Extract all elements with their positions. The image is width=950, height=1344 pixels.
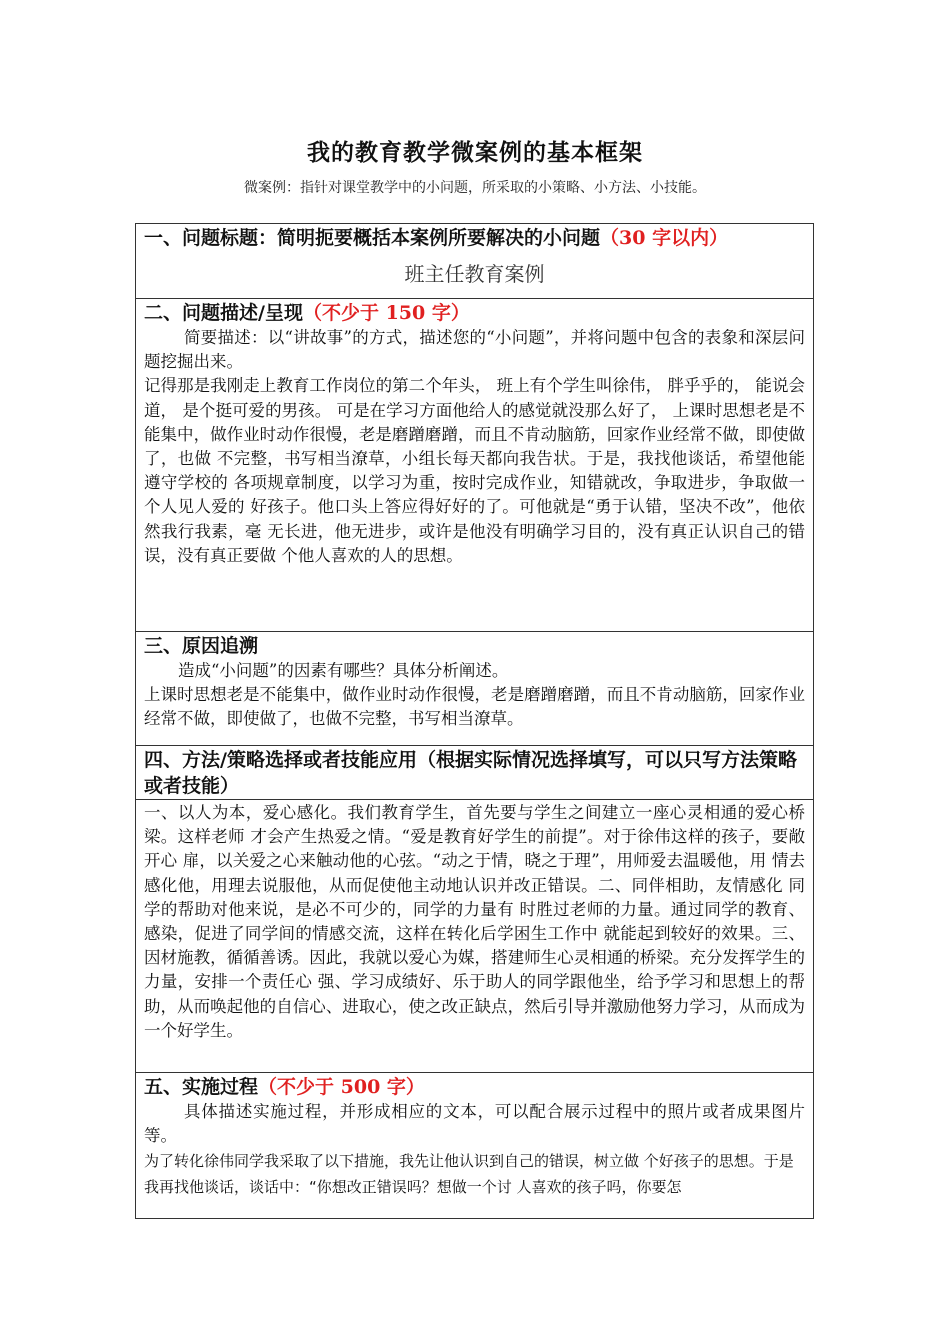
section-heading xyxy=(136,632,813,659)
section-content: 为了转化徐伟同学我采取了以下措施，我先让他认识到自己的错误，树立做 个好孩子的思想。于是我再找他谈话，谈话中：“你想改正错误吗？想做一个讨 人喜欢的孩子吗，你要怎 xyxy=(144,1152,794,1197)
section-content: 一、以人为本，爱心感化。我们教育学生，首先要与学生之间建立一座心灵相通的爱心桥梁。这样老师 才会产生热爱之情。“爱是教育好学生的前提”。对于徐伟这样的孩子，要敞开心 扉，以关爱之心来触动他的心弦。“动之于情，晓之于理”，用师爱去温暖他，用 情去感化他，用理去说服他，从而促使他主动地认识并改正错误。二、同伴相助，友情感化 同学的帮助对他来说，是必不可少的，同学的力量有 时胜过老师的力量。通过同学的教育、感染，促进了同学间的情感交流，这样在转化后学困生工作中 就能起到较好的效果。三、因材施教，循循善诱。因此，我就以爱心为媒，搭建师生心灵相通的桥梁。充分发挥学生的力量，安排一个责任心 强、学习成绩好、乐于助人的同学跟他坐，给予学习和思想上的帮助，从而唤起他的自信心、进取心，使之改正缺点，然后引导并激励他努力学习，从而成为一个好学生。 xyxy=(136,799,813,1043)
requirement-note: （30 字以内） xyxy=(600,227,729,249)
requirement-note: （不少于 500 字） xyxy=(258,1076,425,1098)
section-heading xyxy=(136,1073,813,1100)
section-heading xyxy=(136,299,813,326)
heading-text: 四、方法/策略选择或者技能应用（根据实际情况选择填写，可以只写方法策略或者技能） xyxy=(144,749,797,797)
section-heading xyxy=(136,746,813,799)
heading-text: 二、问题描述/呈现 xyxy=(144,302,303,324)
section-guide: 简要描述：以“讲故事”的方式，描述您的“小问题”，并将问题中包含的表象和深层问题挖掘出来。 xyxy=(144,328,805,372)
section-content: 上课时思想老是不能集中，做作业时动作很慢，老是磨蹭磨蹭，而且不肯动脑筋，回家作业 经常不做，即使做了，也做不完整，书写相当潦草。 xyxy=(144,685,805,729)
section-guide: 具体描述实施过程，并形成相应的文本，可以配合展示过程中的照片或者成果图片等。 xyxy=(144,1102,805,1146)
section-cause-analysis xyxy=(136,631,813,745)
section-problem-description xyxy=(136,298,813,631)
case-table xyxy=(135,223,814,1219)
section-methods xyxy=(136,745,813,1072)
section-heading xyxy=(136,224,813,251)
section-guide: 造成“小问题”的因素有哪些？具体分析阐述。 xyxy=(178,661,509,680)
requirement-note: （不少于 150 字） xyxy=(302,302,470,324)
heading-text: 一、问题标题：简明扼要概括本案例所要解决的小问题 xyxy=(144,227,601,249)
document-title: 我的教育教学微案例的基本框架 xyxy=(307,139,643,166)
section-implementation xyxy=(136,1072,813,1218)
section-problem-title xyxy=(136,224,813,298)
document-subtitle: 微案例：指针对课堂教学中的小问题，所采取的小策略、小方法、小技能。 xyxy=(244,180,706,196)
heading-text: 五、实施过程 xyxy=(144,1076,259,1098)
section-content: 记得那是我刚走上教育工作岗位的第二个年头， 班上有个学生叫徐伟， 胖乎乎的， 能说会道， 是个挺可爱的男孩。 可是在学习方面他给人的感觉就没那么好了， 上课时思想老是不能集中，做作业时动作很慢，老是磨蹭磨蹭，而且不肯动脑筋，回家作业经常不做，即使做了，也做 不完整，书写相当潦草，小组长每天都向我告状。于是，我找他谈话，希望他能遵守学校的 各项规章制度，以学习为重，按时完成作业，知错就改，争取进步，争取做一个人见人爱的 好孩子。他口头上答应得好好的了。可他就是“勇于认错，坚决不改”，他依然我行我素，毫 无长进，他无进步，或许是他没有明确学习目的，没有真正认识自己的错误，没有真正要做 个他人喜欢的人的思想。 xyxy=(144,376,805,565)
heading-text: 三、原因追溯 xyxy=(144,635,259,657)
section-content: 班主任教育案例 xyxy=(404,262,545,286)
